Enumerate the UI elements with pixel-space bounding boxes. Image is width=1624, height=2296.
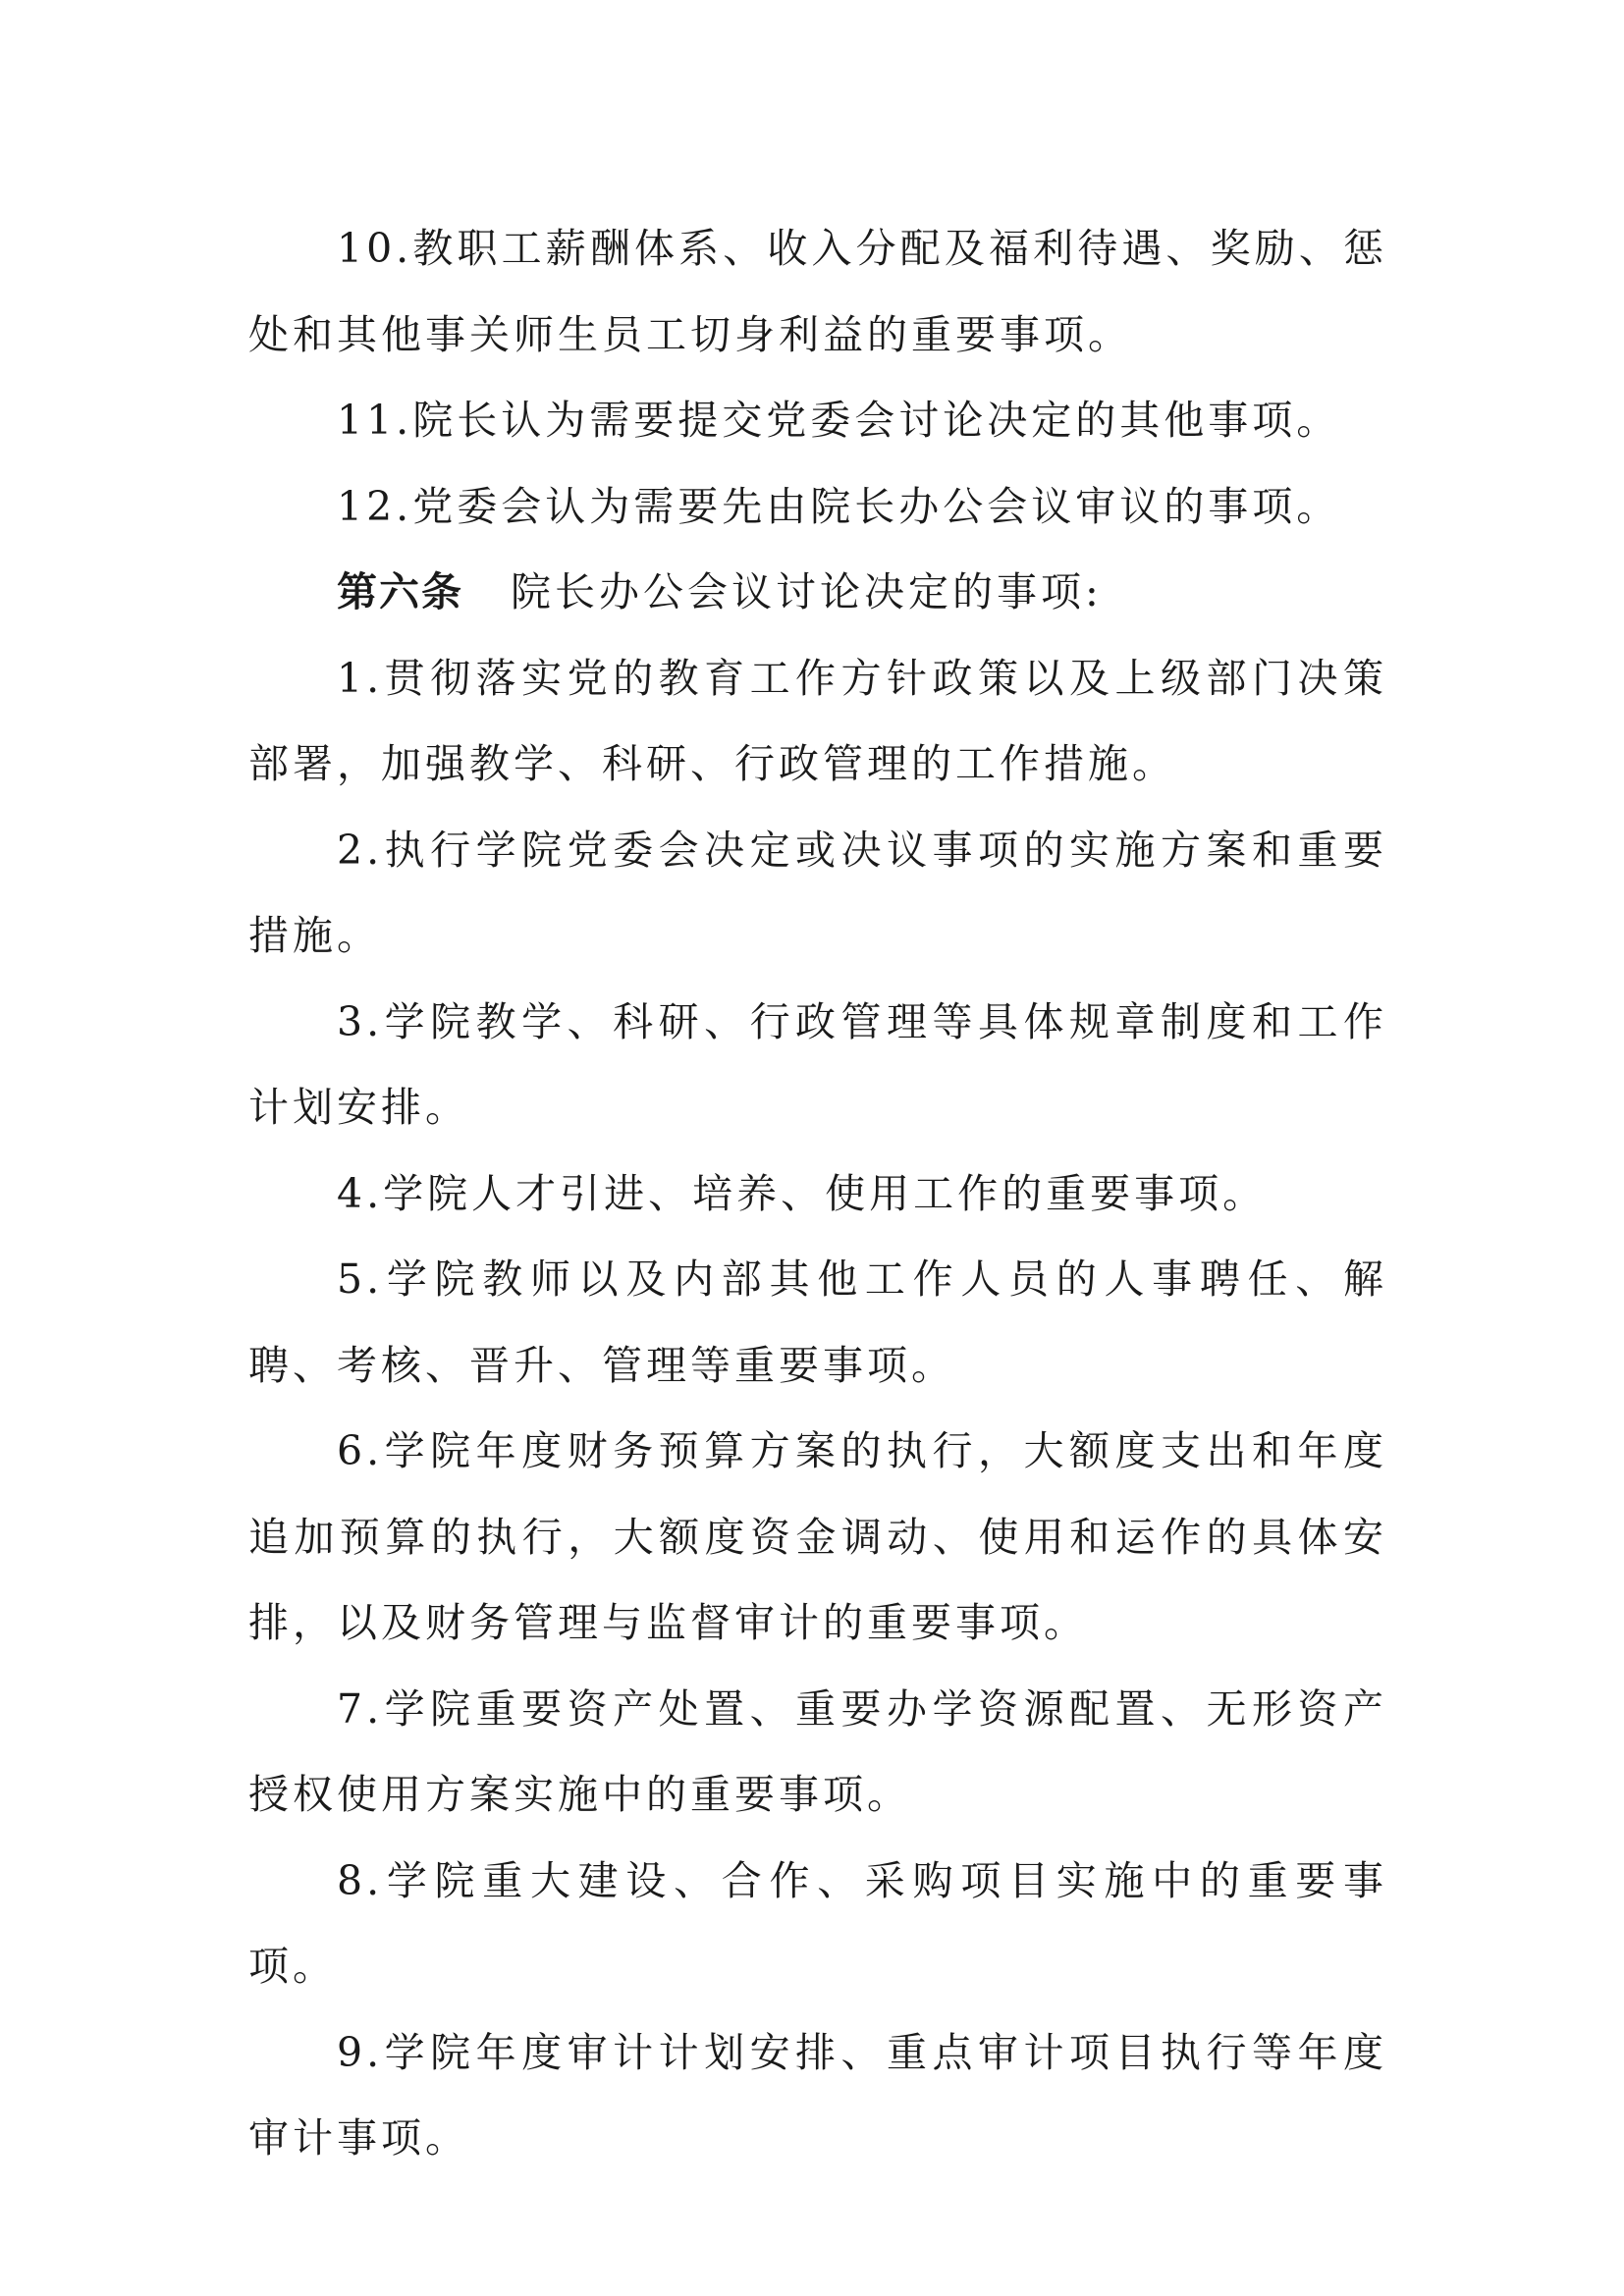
paragraph-item-11: 11.院长认为需要提交党委会讨论决定的其他事项。 <box>337 397 1341 444</box>
paragraph-item-9: 9.学院年度审计计划安排、重点审计项目执行等年度审计事项。 <box>248 2028 1387 2162</box>
paragraph-item-10: 10.教职工薪酬体系、收入分配及福利待遇、奖励、惩处和其他事关师生员工切身利益的重要事项。 <box>248 225 1387 358</box>
paragraph-item-7: 7.学院重要资产处置、重要办学资源配置、无形资产授权使用方案实施中的重要事项。 <box>248 1684 1387 1818</box>
article-six <box>248 550 1387 636</box>
article-text: 院长办公会议讨论决定的事项: <box>511 568 1103 615</box>
paragraph-item-2: 2.执行学院党委会决定或决议事项的实施方案和重要措施。 <box>248 826 1387 959</box>
paragraph-item-1: 1.贯彻落实党的教育工作方针政策以及上级部门决策部署，加强教学、科研、行政管理的工作措施。 <box>248 654 1387 787</box>
paragraph-item-8: 8.学院重大建设、合作、采购项目实施中的重要事项。 <box>248 1856 1387 1990</box>
document-page <box>248 206 1387 2182</box>
paragraph-item-3: 3.学院教学、科研、行政管理等具体规章制度和工作计划安排。 <box>248 997 1387 1131</box>
paragraph-item-4: 4.学院人才引进、培养、使用工作的重要事项。 <box>337 1169 1268 1217</box>
paragraph-item-12: 12.党委会认为需要先由院长办公会议审议的事项。 <box>337 482 1341 530</box>
paragraph-item-5: 5.学院教师以及内部其他工作人员的人事聘任、解聘、考核、晋升、管理等重要事项。 <box>248 1255 1387 1389</box>
article-heading: 第六条 <box>337 568 463 615</box>
paragraph-item-6: 6.学院年度财务预算方案的执行，大额度支出和年度追加预算的执行，大额度资金调动、使用和运作的具体安排，以及财务管理与监督审计的重要事项。 <box>248 1427 1387 1646</box>
